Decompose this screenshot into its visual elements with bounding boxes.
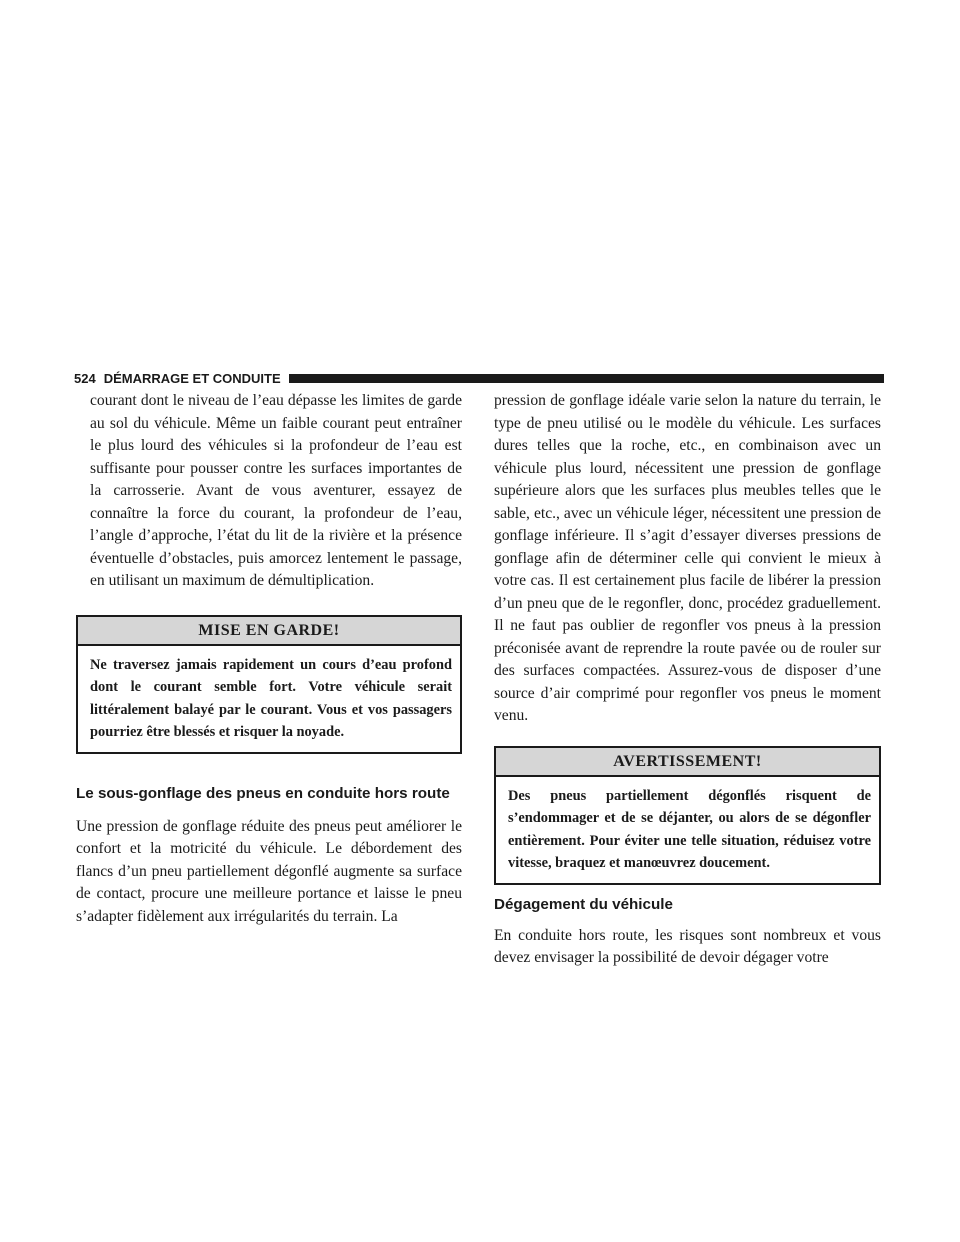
caution-title: MISE EN GARDE!	[78, 617, 460, 646]
left-column	[76, 390, 462, 928]
page-header	[74, 368, 884, 388]
subheading-vehicle-recovery: Dégagement du véhicule	[494, 895, 673, 913]
underinflation-paragraph: Une pression de gonflage réduite des pneus peut améliorer le confort et la motricité du véhicule. Le débordement des flancs d’un pneu partiellement dégonflé augmente sa surface de contact, procure une meilleure portance et laisse le pneu s’adapter fidèlement aux irrégularités du terrain. La	[76, 817, 462, 925]
caution-box	[76, 615, 462, 754]
warning-title: AVERTISSEMENT!	[496, 748, 879, 777]
header-rule	[289, 374, 884, 383]
section-title: DÉMARRAGE ET CONDUITE	[103, 370, 281, 386]
inflation-paragraph: pression de gonflage idéale varie selon la nature du terrain, le type de pneu utilisé ou le modèle du véhicule. Les surfaces dures telles que la roche, etc., en combinaison avec un véhicule plus lourd, nécessitent une pression de gonflage supérieure alors que les surfaces plus meubles telles que le sable, etc., avec un véhicule léger, nécessitent une pression de gonflage inférieure. Il s’agit d’essayer diverses pressions de gonflage afin de déterminer celle qui convient le mieux à votre cas. Il est certainement plus facile de libérer la pression d’un pneu que de le regonfler, donc, procédez graduellement. Il ne faut pas oublier de regonfler vos pneus à la pression préconisée avant de reprendre la route pavée ou de rouler sur des surfaces compactées. Assurez-vous de disposer d’une source d’air comprimé pour regonfler vos pneus le moment venu.	[494, 392, 881, 724]
warning-box	[494, 746, 881, 885]
subheading-underinflation: Le sous-gonflage des pneus en conduite hors route	[76, 784, 450, 802]
recovery-paragraph: En conduite hors route, les risques sont nombreux et vous devez envisager la possibilité de devoir dégager votre	[494, 926, 881, 966]
page-number: 524	[74, 370, 96, 386]
intro-paragraph: courant dont le niveau de l’eau dépasse les limites de garde au sol du véhicule. Même un faible courant peut entraîner le plus lourd des véhicules si la profondeur de l’eau est suffisante pour pousser contre les surfaces importantes de la carrosserie. Avant de vous aventurer, essayez de connaître la force du courant, la profondeur de l’eau, l’angle d’approche, l’état du lit de la rivière et la présence éventuelle d’obstacles, puis amorcez lentement le passage, en utilisant un maximum de démultiplication.	[90, 392, 462, 589]
warning-text: Des pneus partiellement dégonflés risquent de s’endommager et de se déjanter, ou alors de se dégonfler entièrement. Pour éviter une telle situation, réduisez votre vitesse, braquez et manœuvrez doucement.	[508, 787, 871, 871]
caution-text: Ne traversez jamais rapidement un cours d’eau profond dont le courant semble fort. Votre véhicule serait littéralement balayé par le courant. Vous et vos passagers pourriez être blessés et risquer la noyade.	[90, 656, 452, 740]
right-column	[494, 390, 881, 970]
